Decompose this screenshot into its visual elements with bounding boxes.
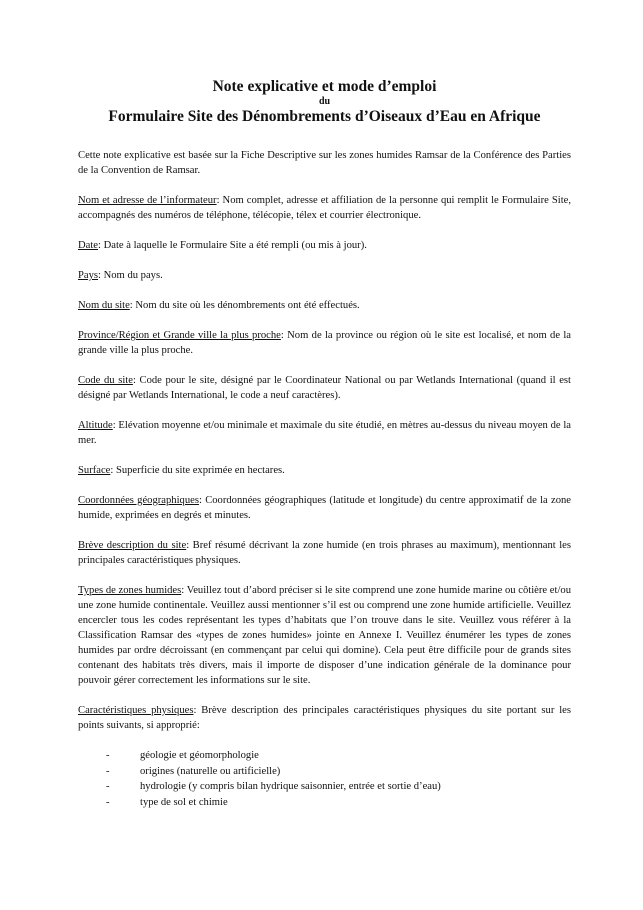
definition-term: Types de zones humides [78,585,182,596]
definition-term: Surface [78,465,111,476]
definition-text: : Brève description des principales caractéristiques physiques du site portant sur les points suivants, si approprié: [78,705,571,731]
definition-term: Altitude [78,420,113,431]
list-item-text: origines (naturelle ou artificielle) [140,765,281,777]
definition-text: : Nom du site où les dénombrements ont été effectués. [129,300,360,311]
definition-term: Caractéristiques physiques [78,705,194,716]
list-item [78,764,571,780]
definition-altitude [78,418,571,448]
definition-date [78,238,571,253]
definition-physical-features [78,703,571,733]
list-item [78,795,571,811]
list-item [78,748,571,764]
definition-term: Nom du site [78,300,130,311]
definition-text: : Superficie du site exprimée en hectares. [110,465,285,476]
definition-term: Date [78,240,98,251]
definition-country [78,268,571,283]
definition-term: Province/Région et Grande ville la plus proche [78,330,281,341]
definition-term: Brève description du site [78,540,187,551]
definition-site-code [78,373,571,403]
title-connector: du [318,96,331,107]
definition-site-description [78,538,571,568]
definition-text: : Date à laquelle le Formulaire Site a été rempli (ou mis à jour). [98,240,367,251]
definition-text: : Veuillez tout d’abord préciser si le site comprend une zone humide marine ou côtière et/ou une zone humide continentale. Veuillez aussi mentionner s’il est ou comprend une zone humide artificielle. Veuillez encercler tous les codes représentant les types d’habitats que l’on trouve dans le site. Veuillez vous référer à la Classification Ramsar des «types de zones humides» jointe en Annexe I. Veuillez énumérer les types de zones humides par ordre décroissant (en commençant par celui qui domine). Cela peut être difficile pour de grands sites contenant des habitats très divers, mais il importe de disposer d’une indication générale de la dominance pour pouvoir gérer correctement les informations sur le site. [78,585,571,686]
list-item-text: hydrologie (y compris bilan hydrique saisonnier, entrée et sortie d’eau) [140,781,441,792]
definition-coordinates [78,493,571,523]
document-title: Note explicative et mode d’emploi [212,78,437,95]
definition-surface [78,463,571,478]
list-item-text: type de sol et chimie [140,796,228,808]
definition-text: : Bref résumé décrivant la zone humide (en trois phrases au maximum), mentionnant les principales caractéristiques physiques. [78,540,571,566]
document-subtitle: Formulaire Site des Dénombrements d’Oiseaux d’Eau en Afrique [108,108,541,125]
definition-term: Pays [78,270,99,281]
definition-term: Coordonnées géographiques [78,495,199,506]
definition-wetland-types [78,583,571,688]
definition-province [78,328,571,358]
bullet-dash: - [106,781,110,792]
definition-term: Code du site [78,375,133,386]
definition-text: : Nom complet, adresse et affiliation de la personne qui remplit le Formulaire Site, accompagnés des numéros de téléphone, télécopie, télex et courrier électronique. [78,195,572,221]
definition-text: : Nom de la province ou région où le site est localisé, et nom de la grande ville la plus proche. [78,330,571,356]
definition-informant [78,193,571,223]
definition-text: : Nom du pays. [98,270,163,281]
definition-text: : Code pour le site, désigné par le Coordinateur National ou par Wetlands International (quand il est désigné par Wetlands International, le code a neuf caractères). [78,375,571,401]
definition-term: Nom et adresse de l’informateur [78,195,217,206]
field-definitions [78,193,571,733]
intro-paragraph: Cette note explicative est basée sur la Fiche Descriptive sur les zones humides Ramsar de la Conférence des Parties de la Convention de Ramsar. [78,150,571,176]
bullet-dash: - [106,796,110,808]
definition-site-name [78,298,571,313]
list-item-text: géologie et géomorphologie [140,750,259,761]
physical-features-list [78,748,571,810]
definition-text: : Elévation moyenne et/ou minimale et maximale du site étudié, en mètres au-dessus du niveau moyen de la mer. [78,420,571,446]
list-item [78,779,571,795]
bullet-dash: - [106,750,110,761]
definition-text: : Coordonnées géographiques (latitude et longitude) du centre approximatif de la zone humide, exprimées en degrés et minutes. [78,495,572,521]
bullet-dash: - [106,765,110,777]
